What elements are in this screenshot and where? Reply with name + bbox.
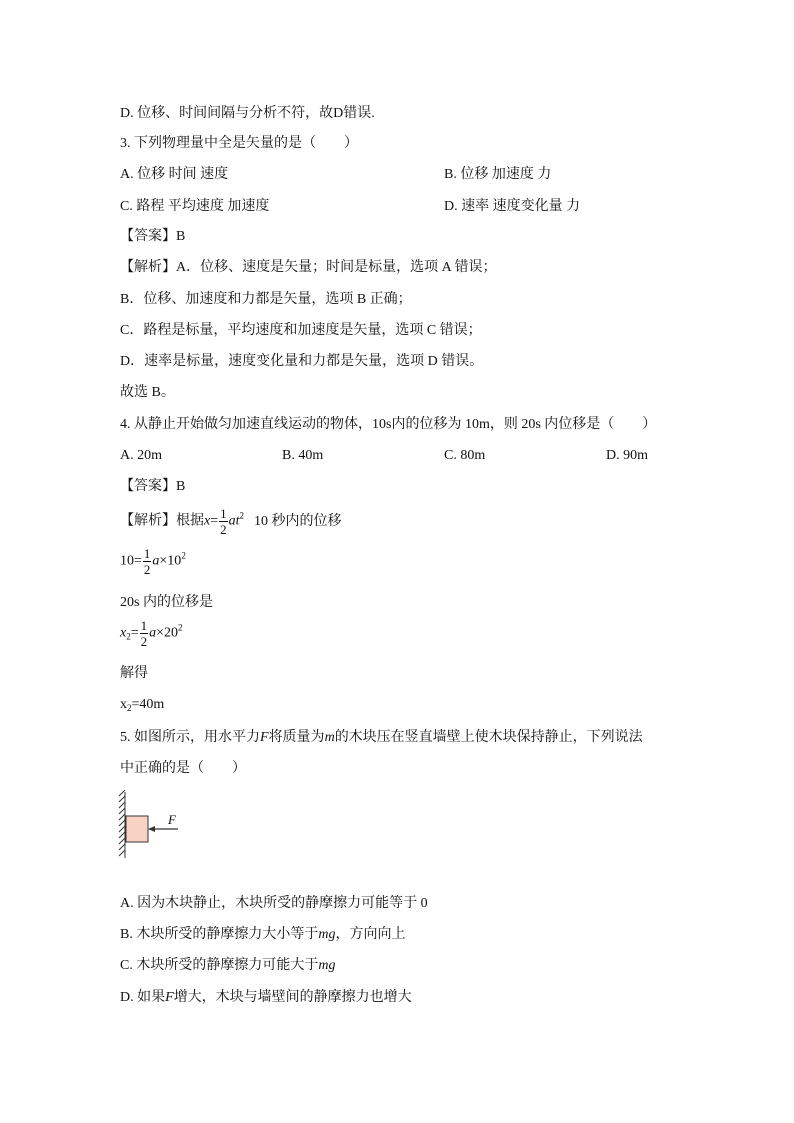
- q3-explanation-1: 【解析】A．位移、速度是矢量；时间是标量，选项 A 错误；: [120, 260, 497, 275]
- force-label: F: [168, 812, 176, 827]
- var-x: x: [120, 697, 127, 712]
- fraction-half: $\frac{1}{2}$: [220, 506, 227, 537]
- result-value: =40m: [131, 697, 165, 712]
- eq1-lhs: 10=: [120, 553, 142, 569]
- prev-option-d: D. 位移、时间间隔与分析不符，故D错误.: [120, 106, 375, 121]
- var-x: x: [204, 513, 211, 529]
- q4-option-d: D. 90m: [606, 448, 648, 463]
- exponent: 2: [239, 510, 245, 521]
- q3-option-b: B. 位移 加速度 力: [444, 167, 552, 182]
- var-F: F: [165, 990, 174, 1005]
- question-4: 4. 从静止开始做匀加速直线运动的物体，10s内的位移为 10m，则 20s 内位移是（ ）: [120, 417, 657, 432]
- q4-equation-2: [120, 618, 183, 649]
- q3-option-a: A. 位移 时间 速度: [120, 167, 229, 182]
- q3-explanation-5: 故选 B。: [120, 385, 175, 400]
- q4-option-a: A. 20m: [120, 448, 162, 463]
- q3-answer: 【答案】B: [120, 229, 186, 244]
- q5-option-b: B. 木块所受的静摩擦力大小等于mg，方向向上: [120, 927, 406, 942]
- question-3: 3. 下列物理量中全是矢量的是（ ）: [120, 136, 358, 151]
- subscript: 2: [127, 703, 132, 713]
- var-a: a: [149, 625, 157, 641]
- q4-result: [120, 696, 164, 717]
- q3-explanation-3: C．路程是标量，平均速度和加速度是矢量，选项 C 错误；: [120, 323, 482, 338]
- var-m: m: [324, 730, 335, 745]
- q4-explanation-formula: [120, 506, 342, 537]
- q5-option-c: C. 木块所受的静摩擦力可能大于mg: [120, 958, 336, 973]
- equals-sign: =: [130, 625, 139, 641]
- var-at: at: [228, 513, 240, 529]
- subscript: 2: [126, 631, 131, 642]
- q3-explanation-2: B．位移、加速度和力都是矢量，选项 B 正确；: [120, 292, 412, 307]
- var-mg: mg: [318, 927, 336, 942]
- var-F: F: [260, 730, 269, 745]
- question-5-line-2: 中正确的是（ ）: [120, 761, 246, 776]
- wall-block-figure: [118, 790, 188, 860]
- fraction-half: $\frac{1}{2}$: [143, 546, 151, 577]
- q3-option-c: C. 路程 平均速度 加速度: [120, 199, 270, 214]
- equals-sign: =: [210, 513, 219, 529]
- q3-option-d: D. 速率 速度变化量 力: [444, 199, 581, 214]
- q4-20s-displacement: 20s 内的位移是: [120, 595, 213, 610]
- exponent: 2: [178, 622, 183, 633]
- q4-option-c: C. 80m: [444, 448, 486, 463]
- q3-explanation-4: D．速率是标量，速度变化量和力都是矢量，选项 D 错误。: [120, 354, 484, 369]
- exponent: 2: [181, 550, 186, 561]
- q4-answer: 【答案】B: [120, 479, 186, 494]
- wooden-block: [126, 816, 148, 842]
- var-a: a: [152, 553, 160, 569]
- fraction-half: $\frac{1}{2}$: [140, 618, 148, 649]
- times-10: ×10: [159, 553, 182, 569]
- q5-option-a: A. 因为木块静止，木块所受的静摩擦力可能等于 0: [120, 896, 428, 911]
- q5-option-d: D. 如果F增大，木块与墙壁间的静摩擦力也增大: [120, 990, 412, 1005]
- q4-exp-prefix: 【解析】根据: [120, 513, 204, 529]
- q4-solve-label: 解得: [120, 666, 148, 681]
- q4-exp-suffix: 10 秒内的位移: [254, 513, 342, 529]
- q4-equation-1: [120, 546, 186, 577]
- arrow-head: [148, 826, 155, 832]
- question-5-line-1: 5. 如图所示，用水平力F将质量为m的木块压在竖直墙壁上使木块保持静止，下列说法: [120, 730, 643, 745]
- times-20: ×20: [156, 625, 179, 641]
- var-x: x: [120, 625, 127, 641]
- var-mg: mg: [318, 958, 336, 973]
- q4-option-b: B. 40m: [282, 448, 324, 463]
- wall-hatching: [119, 790, 125, 858]
